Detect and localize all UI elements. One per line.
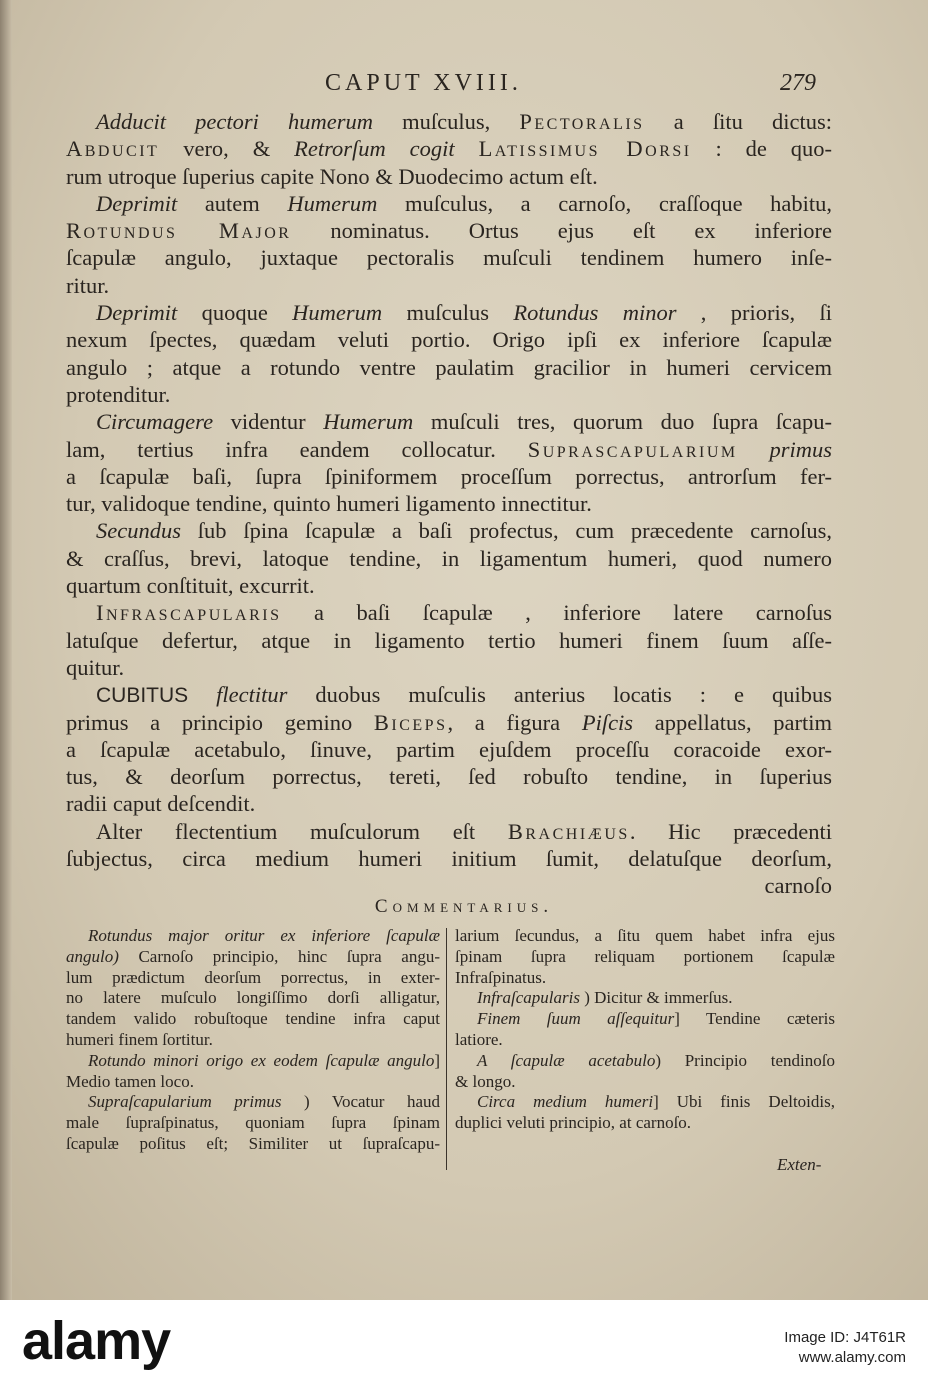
- text-line: [66, 108, 832, 135]
- text-line: [455, 968, 835, 989]
- text-line: [66, 654, 832, 681]
- text-run: muſculus,: [372, 109, 520, 134]
- text-line: [66, 408, 832, 435]
- site-url: www.alamy.com: [798, 1349, 906, 1366]
- italic-text: Retrorſum cogit: [294, 136, 455, 162]
- small-caps-text: Latissimus Dorsi: [478, 136, 692, 162]
- text-run: ſub ſpina ſcapulæ a baſi profectus, cum præcedente carnoſus,: [180, 518, 832, 544]
- small-caps-text: Rotundus Major: [66, 218, 292, 244]
- text-line: [66, 572, 832, 599]
- italic-text: Finem ſuum aſſequitur: [477, 1009, 675, 1029]
- text-line: [66, 1134, 440, 1155]
- text-run: protenditur.: [66, 381, 171, 407]
- running-head: CAPUT XVIII.: [325, 70, 522, 96]
- text-run: a ſcapulæ baſi, ſupra ſpiniformem proceſſum porrectus, antrorſum fer-: [66, 463, 832, 489]
- italic-text: Rotundo minori origo ex eodem ſcapulæ angulo: [88, 1050, 435, 1070]
- text-line: [66, 381, 832, 408]
- text-line: [66, 1072, 440, 1093]
- text-line: [66, 968, 440, 989]
- italic-text: Piſcis: [581, 709, 634, 735]
- text-run: [455, 136, 479, 161]
- text-run: quitur.: [66, 654, 125, 680]
- page-number: 279: [780, 70, 816, 96]
- text-run: Carnoſo principio, hinc ſupra angu-: [118, 946, 440, 966]
- text-line: [66, 272, 832, 299]
- italic-text: flectitur: [216, 682, 288, 708]
- italic-text: Circumagere: [96, 409, 214, 435]
- text-run: . Hic præcedenti: [629, 818, 832, 844]
- italic-text: Deprimit: [96, 300, 178, 326]
- small-caps-text: Biceps: [373, 709, 448, 735]
- text-run: tandem valido robuſtoque tendine infra caput: [66, 1009, 440, 1029]
- text-line: [66, 818, 832, 845]
- text-run: lum prædictum deorſum porrectus, in exter-: [66, 967, 440, 987]
- text-line: [66, 736, 832, 763]
- text-run: duobus muſculis anterius locatis : e quibus: [287, 682, 832, 708]
- text-line: [66, 763, 832, 790]
- text-line: [66, 947, 440, 968]
- bold-text: CUBITUS: [96, 684, 189, 708]
- text-line: [66, 463, 832, 490]
- text-line: [66, 244, 832, 271]
- text-line: [66, 790, 832, 817]
- text-line: [455, 1030, 835, 1051]
- text-run: nominatus. Ortus ejus eſt ex inferiore: [291, 218, 833, 244]
- italic-text: angulo): [66, 946, 119, 966]
- text-run: ) Principio tendinoſo: [655, 1050, 835, 1070]
- main-text: [66, 108, 832, 900]
- text-run: , prioris, ſi: [676, 300, 832, 326]
- text-run: radii caput deſcendit.: [66, 791, 256, 817]
- text-line: [455, 1113, 835, 1134]
- text-run: Infraſpinatus.: [455, 967, 547, 987]
- text-run: [188, 682, 216, 707]
- text-run: ] Ubi finis Deltoidis,: [653, 1092, 835, 1112]
- commentary-left-column: [66, 926, 440, 1155]
- text-run: ſcapulæ poſitus eſt; Similiter ut ſupraſcapu-: [66, 1133, 440, 1153]
- italic-text: Secundus: [96, 518, 181, 544]
- text-line: [66, 326, 832, 353]
- text-line: [66, 599, 832, 626]
- text-line: [66, 517, 832, 544]
- text-line: [455, 947, 835, 968]
- text-run: latiore.: [455, 1029, 503, 1049]
- italic-text: Circa medium humeri: [477, 1092, 654, 1112]
- text-run: appellatus, partim: [633, 709, 832, 735]
- text-line: [455, 1051, 835, 1072]
- text-line: [66, 545, 832, 572]
- italic-text: Supraſcapularium primus: [88, 1092, 282, 1112]
- italic-text: primus: [769, 436, 832, 462]
- text-run: ritur.: [66, 272, 110, 298]
- text-line: [66, 1113, 440, 1134]
- text-run: lam, tertius infra eandem collocatur.: [66, 436, 528, 462]
- text-run: angulo ; atque a rotundo ventre paulatim gracilior in humeri cervicem: [66, 354, 832, 380]
- text-run: carnoſo: [764, 873, 832, 899]
- commentary-title: Commentarius.: [374, 896, 554, 917]
- alamy-logo: alamy: [22, 1311, 171, 1371]
- text-run: muſculus, a carnoſo, craſſoque habitu,: [377, 190, 832, 216]
- text-line: [66, 681, 832, 708]
- stock-banner: [0, 1300, 928, 1390]
- text-line: [66, 845, 832, 872]
- text-run: no latere muſculo longiſſimo dorſi alligatur,: [66, 988, 440, 1008]
- italic-text: Deprimit: [96, 190, 178, 216]
- text-run: tur, validoque tendine, quinto humeri ligamento innectitur.: [66, 491, 592, 517]
- small-caps-text: Abducit: [66, 136, 160, 162]
- text-run: ſcapulæ angulo, juxtaque pectoralis muſculi tendinem humero inſe-: [66, 245, 832, 271]
- text-run: Medio tamen loco.: [66, 1071, 194, 1091]
- italic-text: Humerum: [292, 300, 383, 326]
- text-line: [66, 135, 832, 162]
- text-run: videntur: [213, 409, 324, 435]
- text-line: [66, 436, 832, 463]
- text-run: ) Vocatur haud: [281, 1092, 440, 1112]
- text-line: [66, 709, 832, 736]
- italic-text: Rotundus major oritur ex inferiore ſcapulæ: [88, 926, 440, 945]
- text-run: ſpinam ſupra reliquam portionem ſcapulæ: [455, 946, 835, 966]
- text-run: Alter flectentium muſculorum eſt: [96, 818, 508, 844]
- text-run: nexum ſpectes, quædam veluti portio. Origo ipſi ex inferiore ſcapulæ: [66, 327, 832, 353]
- text-run: ]: [434, 1050, 440, 1070]
- text-line: [66, 299, 832, 326]
- catchword: Exten-: [777, 1155, 822, 1174]
- text-run: muſculus: [382, 300, 514, 326]
- text-run: : de quo-: [691, 136, 833, 162]
- italic-text: Humerum: [323, 409, 414, 435]
- text-run: [738, 437, 770, 462]
- text-line: [66, 926, 440, 947]
- text-line: [455, 1009, 835, 1030]
- text-line: [455, 926, 835, 947]
- text-run: & craſſus, brevi, latoque tendine, in ligamentum humeri, quod numero: [66, 545, 832, 571]
- commentary-right-column: [455, 926, 835, 1134]
- text-line: [455, 1092, 835, 1113]
- column-divider: [446, 928, 447, 1170]
- text-run: male ſupraſpinatus, quoniam ſupra ſpinam: [66, 1113, 440, 1133]
- text-run: , a figura: [447, 709, 582, 735]
- text-run: duplici veluti principio, at carnoſo.: [455, 1113, 692, 1133]
- italic-text: Adducit pectori humerum: [96, 109, 373, 134]
- text-line: [66, 490, 832, 517]
- text-run: ) Dicitur & immerſus.: [579, 988, 733, 1008]
- text-run: primus a principio gemino: [66, 709, 374, 735]
- small-caps-text: Suprascapularium: [527, 436, 738, 462]
- text-run: humeri finem ſortitur.: [66, 1029, 213, 1049]
- text-run: rum utroque ſuperius capite Nono & Duodecimo actum eſt.: [66, 163, 598, 189]
- text-run: & longo.: [455, 1071, 516, 1091]
- small-caps-text: Infrascapularis: [96, 600, 282, 626]
- text-run: muſculi tres, quorum duo ſupra ſcapu-: [413, 409, 833, 435]
- text-line: [66, 190, 832, 217]
- text-run: autem: [177, 190, 288, 216]
- text-run: tus, & deorſum porrectus, tereti, ſed robuſto tendine, in ſuperius: [66, 764, 832, 790]
- text-run: a ſitu dictus:: [644, 109, 832, 134]
- text-line: [66, 1030, 440, 1051]
- text-line: [66, 1051, 440, 1072]
- text-line: [66, 163, 832, 190]
- text-run: a ſcapulæ acetabulo, ſinuve, partim ejuſdem proceſſu coracoide exor-: [66, 736, 832, 762]
- image-id: Image ID: J4T61R: [784, 1329, 906, 1346]
- text-run: quoque: [177, 300, 293, 326]
- text-run: ] Tendine cæteris: [674, 1009, 835, 1029]
- small-caps-text: Pectoralis: [519, 109, 645, 134]
- text-run: quartum conſtituit, excurrit.: [66, 573, 315, 599]
- italic-text: Rotundus minor: [513, 300, 677, 326]
- small-caps-text: Brachiæus: [507, 818, 630, 844]
- text-line: [66, 627, 832, 654]
- text-line: [66, 354, 832, 381]
- text-line: [455, 988, 835, 1009]
- text-line: [66, 1009, 440, 1030]
- text-line: [455, 1072, 835, 1093]
- text-run: vero, &: [159, 136, 295, 162]
- text-line: [66, 217, 832, 244]
- italic-text: Humerum: [287, 190, 378, 216]
- text-run: larium ſecundus, a ſitu quem habet infra ejus: [455, 926, 835, 945]
- text-run: a baſi ſcapulæ , inferiore latere carnoſus: [281, 600, 832, 626]
- italic-text: A ſcapulæ acetabulo: [477, 1050, 656, 1070]
- text-line: [66, 988, 440, 1009]
- italic-text: Infraſcapularis: [477, 988, 580, 1008]
- text-line: [66, 1092, 440, 1113]
- text-run: latuſque defertur, atque in ligamento tertio humeri finem ſuum aſſe-: [66, 627, 832, 653]
- banner-info: [784, 1328, 906, 1368]
- text-run: ſubjectus, circa medium humeri initium ſumit, delatuſque deorſum,: [66, 846, 832, 872]
